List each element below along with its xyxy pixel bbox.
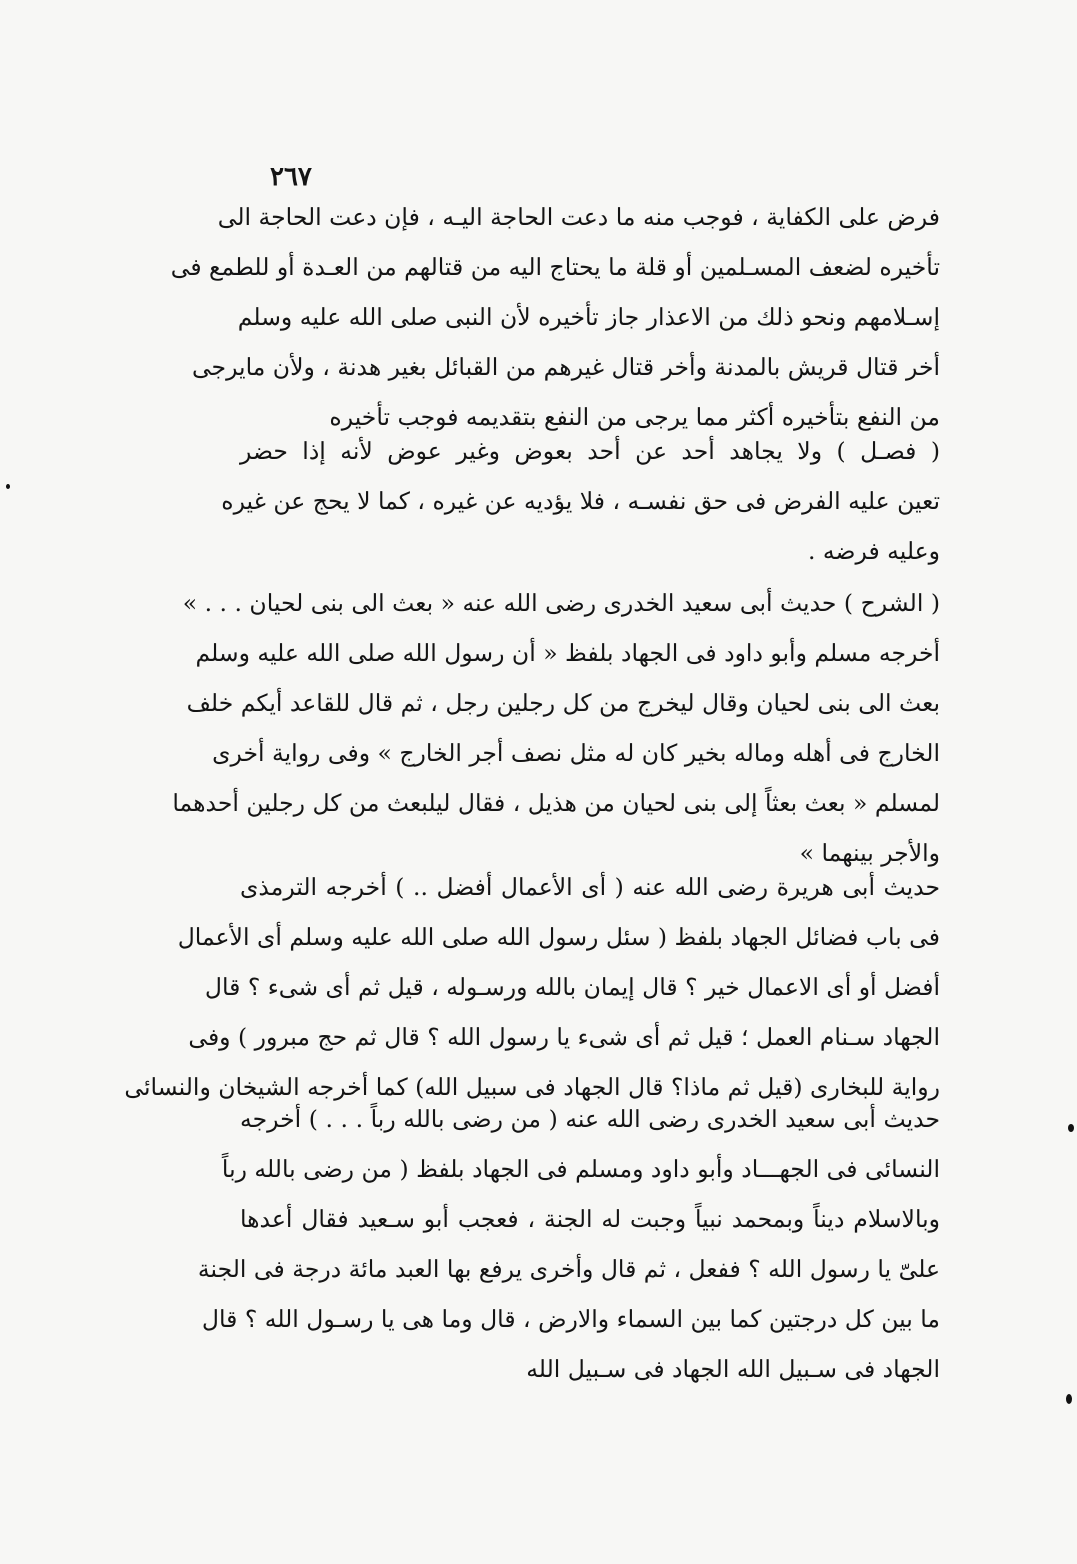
text-line: ( الشرح ) حديث أبى سعيد الخدرى رضى الله عنه « بعث الى بنى لحيان . . . » (182, 589, 940, 617)
text-line: بعث الى بنى لحيان وقال ليخرج من كل رجلين رجل ، ثم قال للقاعد أيكم خلف (186, 689, 940, 717)
text-line: حديث أبى سعيد الخدرى رضى الله عنه ( من رضى بالله رباً . . . ) أخرجه (240, 1105, 940, 1133)
text-line: تأخيره لضعف المسـلمين أو قلة ما يحتاج اليه من قتالهم من العـدة أو للطمع فى (170, 253, 940, 281)
text-line: النسائى فى الجهـــاد وأبو داود ومسلم فى الجهاد بلفظ ( من رضى بالله رباً (221, 1155, 940, 1183)
text-line: علىّ يا رسول الله ؟ ففعل ، ثم قال وأخرى يرفع بها العبد مائة درجة فى الجنة (197, 1255, 940, 1283)
text-line: الجهاد سـنام العمل ؛ قيل ثم أى شىء يا رسول الله ؟ قال ثم حج مبرور ) وفى (188, 1023, 940, 1051)
text-line: من النفع بتأخيره أكثر مما يرجى من النفع بتقديمه فوجب تأخيره (329, 403, 940, 431)
text-line: الخارج فى أهله وماله بخير كان له مثل نصف أجر الخارج » وفى رواية أخرى (212, 739, 940, 767)
text-line: تعين عليه الفرض فى حق نفسـه ، فلا يؤديه عن غيره ، كما لا يحج عن غيره (221, 487, 940, 515)
text-line: حديث أبى هريرة رضى الله عنه ( أى الأعمال أفضل .. ) أخرجه الترمذى (240, 873, 940, 901)
text-line: أخرجه مسلم وأبو داود فى الجهاد بلفظ « أن رسول الله صلى الله عليه وسلم (195, 639, 940, 667)
text-line: لمسلم « بعث بعثاً إلى بنى لحيان من هذيل ، فقال ليلبعث من كل رجلين أحدهما (172, 789, 940, 817)
text-line: وعليه فرضه . (807, 537, 940, 565)
scan-speck (1066, 1394, 1072, 1404)
text-line: فرض على الكفاية ، فوجب منه ما دعت الحاجة اليـه ، فإن دعت الحاجة الى (217, 203, 940, 231)
page-number: ٢٦٧ (270, 162, 312, 192)
text-line: الجهاد فى سـبيل الله الجهاد فى سـبيل الله (526, 1355, 940, 1383)
paragraph-hadith-abu-said (197, 1094, 940, 1394)
text-line: أخر قتال قريش بالمدنة وأخر قتال غيرهم من القبائل بغير هدنة ، ولأن مايرجى (191, 353, 940, 381)
paragraph-main-text (170, 192, 940, 442)
paragraph-fasl (221, 426, 940, 576)
scan-speck (6, 484, 10, 489)
text-line: ( فصـل ) ولا يجاهد أحد عن أحد بعوض وغير عوض لأنه إذا حضر (240, 437, 940, 465)
text-line: والأجر بينهما » (799, 839, 940, 867)
text-line: رواية للبخارى (قيل ثم ماذا؟ قال الجهاد فى سبيل الله) كما أخرجه الشيخان والنسائى (124, 1073, 940, 1101)
text-line: إسـلامهم ونحو ذلك من الاعذار جاز تأخيره لأن النبى صلى الله عليه وسلم (237, 303, 940, 331)
scan-speck (1068, 1124, 1074, 1132)
text-line: أفضل أو أى الاعمال خير ؟ قال إيمان بالله ورسـوله ، قيل ثم أى شىء ؟ قال (204, 973, 940, 1001)
paragraph-sharh (172, 578, 940, 878)
text-line: فى باب فضائل الجهاد بلفظ ( سئل رسول الله صلى الله عليه وسلم أى الأعمال (177, 923, 940, 951)
text-line: ما بين كل درجتين كما بين السماء والارض ، قال وما هى يا رسـول الله ؟ قال (201, 1305, 940, 1333)
paragraph-hadith-abu-hurayra (124, 862, 940, 1112)
text-line: وبالاسلام ديناً وبمحمد نبياً وجبت له الجنة ، فعجب أبو سـعيد فقال أعدها (240, 1205, 940, 1233)
